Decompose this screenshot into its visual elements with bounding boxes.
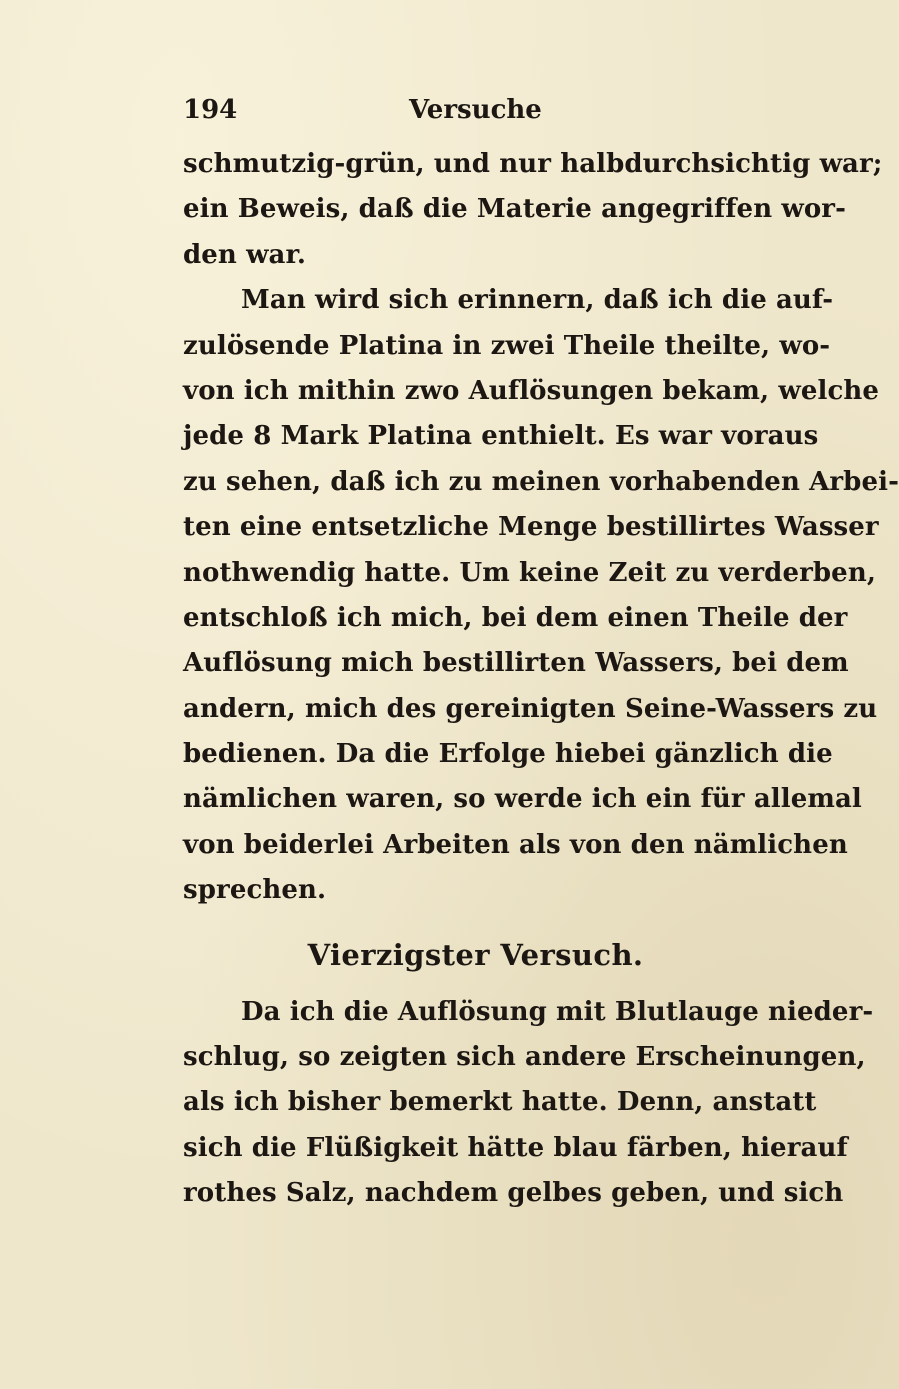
text-line: Auflösung mich bestillirten Wassers, bei dem: [183, 648, 849, 679]
text-line: von beiderlei Arbeiten als von den nämlichen: [183, 829, 848, 860]
text-line: nämlichen waren, so werde ich ein für allemal: [183, 784, 862, 815]
text-line: schmutzig-grün, und nur halbdurchsichtig war;: [183, 149, 883, 179]
text-line: als ich bisher bemerkt hatte. Denn, anstatt: [183, 1087, 817, 1118]
text-line: sich die Flüßigkeit hätte blau färben, hierauf: [183, 1132, 848, 1163]
text-line: nothwendig hatte. Um keine Zeit zu verderben,: [183, 557, 876, 588]
text-line: schlug, so zeigten sich andere Erscheinungen,: [183, 1042, 866, 1073]
paragraph-3: [183, 990, 874, 1217]
text-line: jede 8 Mark Platina enthielt. Es war voraus: [183, 421, 819, 452]
section-heading: Vierzigster Versuch.: [307, 937, 644, 972]
text-line: zu sehen, daß ich zu meinen vorhabenden Arbei-: [183, 466, 899, 497]
text-line: sprechen.: [183, 875, 327, 906]
running-head: Versuche: [409, 95, 542, 125]
text-line: ein Beweis, daß die Materie angegriffen wor-: [183, 194, 846, 225]
page-header: [183, 95, 743, 135]
paragraph-2: [183, 278, 899, 913]
text-line: von ich mithin zwo Auflösungen bekam, welche: [183, 375, 880, 406]
text-line: rothes Salz, nachdem gelbes geben, und sich: [183, 1178, 844, 1209]
text-line: entschloß ich mich, bei dem einen Theile der: [183, 602, 848, 633]
text-line: Da ich die Auflösung mit Blutlauge nieder-: [241, 996, 874, 1027]
text-line: ten eine entsetzliche Menge bestillirtes Wasser: [183, 512, 879, 543]
paragraph-1: [183, 142, 883, 278]
text-line: Man wird sich erinnern, daß ich die auf-: [241, 285, 834, 316]
page-number: 194: [183, 95, 238, 125]
body-text: [183, 142, 899, 1217]
text-line: zulösende Platina in zwei Theile theilte, wo-: [183, 330, 831, 361]
text-line: andern, mich des gereinigten Seine-Wassers zu: [183, 693, 878, 724]
text-line: den war.: [183, 239, 307, 270]
text-line: bedienen. Da die Erfolge hiebei gänzlich die: [183, 739, 833, 770]
